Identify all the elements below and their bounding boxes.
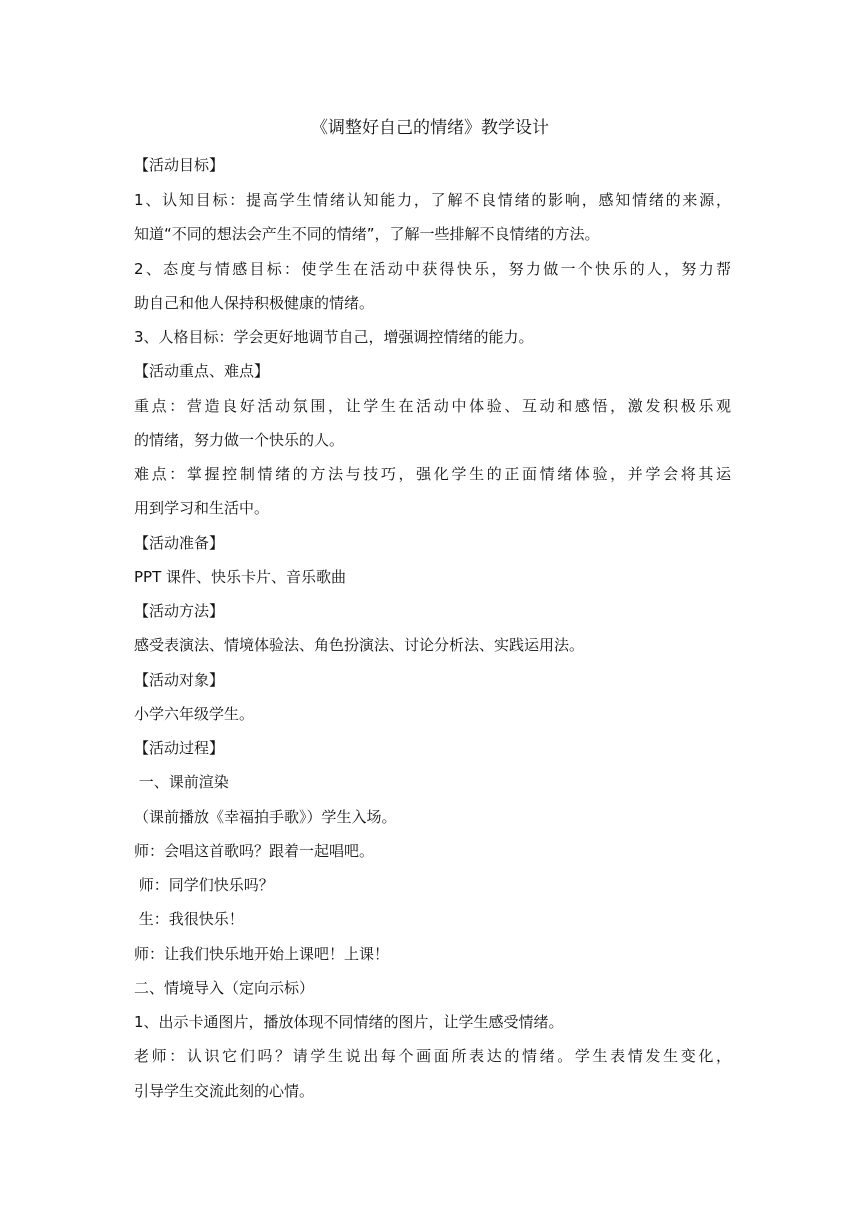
section-heading-audience: 【活动对象】 [134, 671, 225, 689]
paragraph-line: 老师：认识它们吗？请学生说出每个画面所表达的情绪。学生表情发生变化， [134, 1047, 731, 1065]
paragraph-line: 难点：掌握控制情绪的方法与技巧，强化学生的正面情绪体验，并学会将其运 [134, 465, 731, 483]
document-title: 《调整好自己的情绪》教学设计 [311, 118, 549, 138]
dialogue-line: 师：让我们快乐地开始上课吧！上课！ [134, 945, 390, 963]
paragraph-line: 的情绪，努力做一个快乐的人。 [134, 431, 345, 449]
paragraph-line: （课前播放《幸福拍手歌》）学生入场。 [134, 808, 397, 826]
paragraph-line: PPT 课件、快乐卡片、音乐歌曲 [134, 568, 347, 586]
paragraph-line: 3、人格目标：学会更好地调节自己，增强调控情绪的能力。 [134, 328, 534, 346]
paragraph-line: 1、出示卡通图片，播放体现不同情绪的图片，让学生感受情绪。 [134, 1013, 564, 1031]
dialogue-line: 师：会唱这首歌吗？跟着一起唱吧。 [134, 842, 375, 860]
subheading-line: 一、课前渲染 [134, 773, 229, 791]
subheading-line: 二、情境导入（定向示标） [134, 979, 315, 997]
paragraph-line: 小学六年级学生。 [134, 705, 255, 723]
paragraph-line: 知道“不同的想法会产生不同的情绪”，了解一些排解不良情绪的方法。 [134, 225, 600, 243]
section-heading-process: 【活动过程】 [134, 739, 225, 757]
paragraph-line: 感受表演法、情境体验法、角色扮演法、讨论分析法、实践运用法。 [134, 636, 585, 654]
paragraph-line: 1、认知目标：提高学生情绪认知能力，了解不良情绪的影响，感知情绪的来源， [134, 191, 731, 209]
paragraph-line: 引导学生交流此刻的心情。 [134, 1082, 315, 1100]
dialogue-line: 师：同学们快乐吗？ [134, 876, 274, 894]
paragraph-line: 2、态度与情感目标：使学生在活动中获得快乐，努力做一个快乐的人，努力帮 [134, 260, 731, 278]
section-heading-preparation: 【活动准备】 [134, 534, 225, 552]
dialogue-line: 生：我很快乐！ [134, 910, 244, 928]
section-heading-methods: 【活动方法】 [134, 602, 225, 620]
paragraph-line: 用到学习和生活中。 [134, 499, 270, 517]
paragraph-line: 助自己和他人保持积极健康的情绪。 [134, 294, 375, 312]
paragraph-line: 重点：营造良好活动氛围，让学生在活动中体验、互动和感悟，激发积极乐观 [134, 397, 731, 415]
section-heading-goals: 【活动目标】 [134, 156, 225, 174]
section-heading-focus: 【活动重点、难点】 [134, 362, 270, 380]
